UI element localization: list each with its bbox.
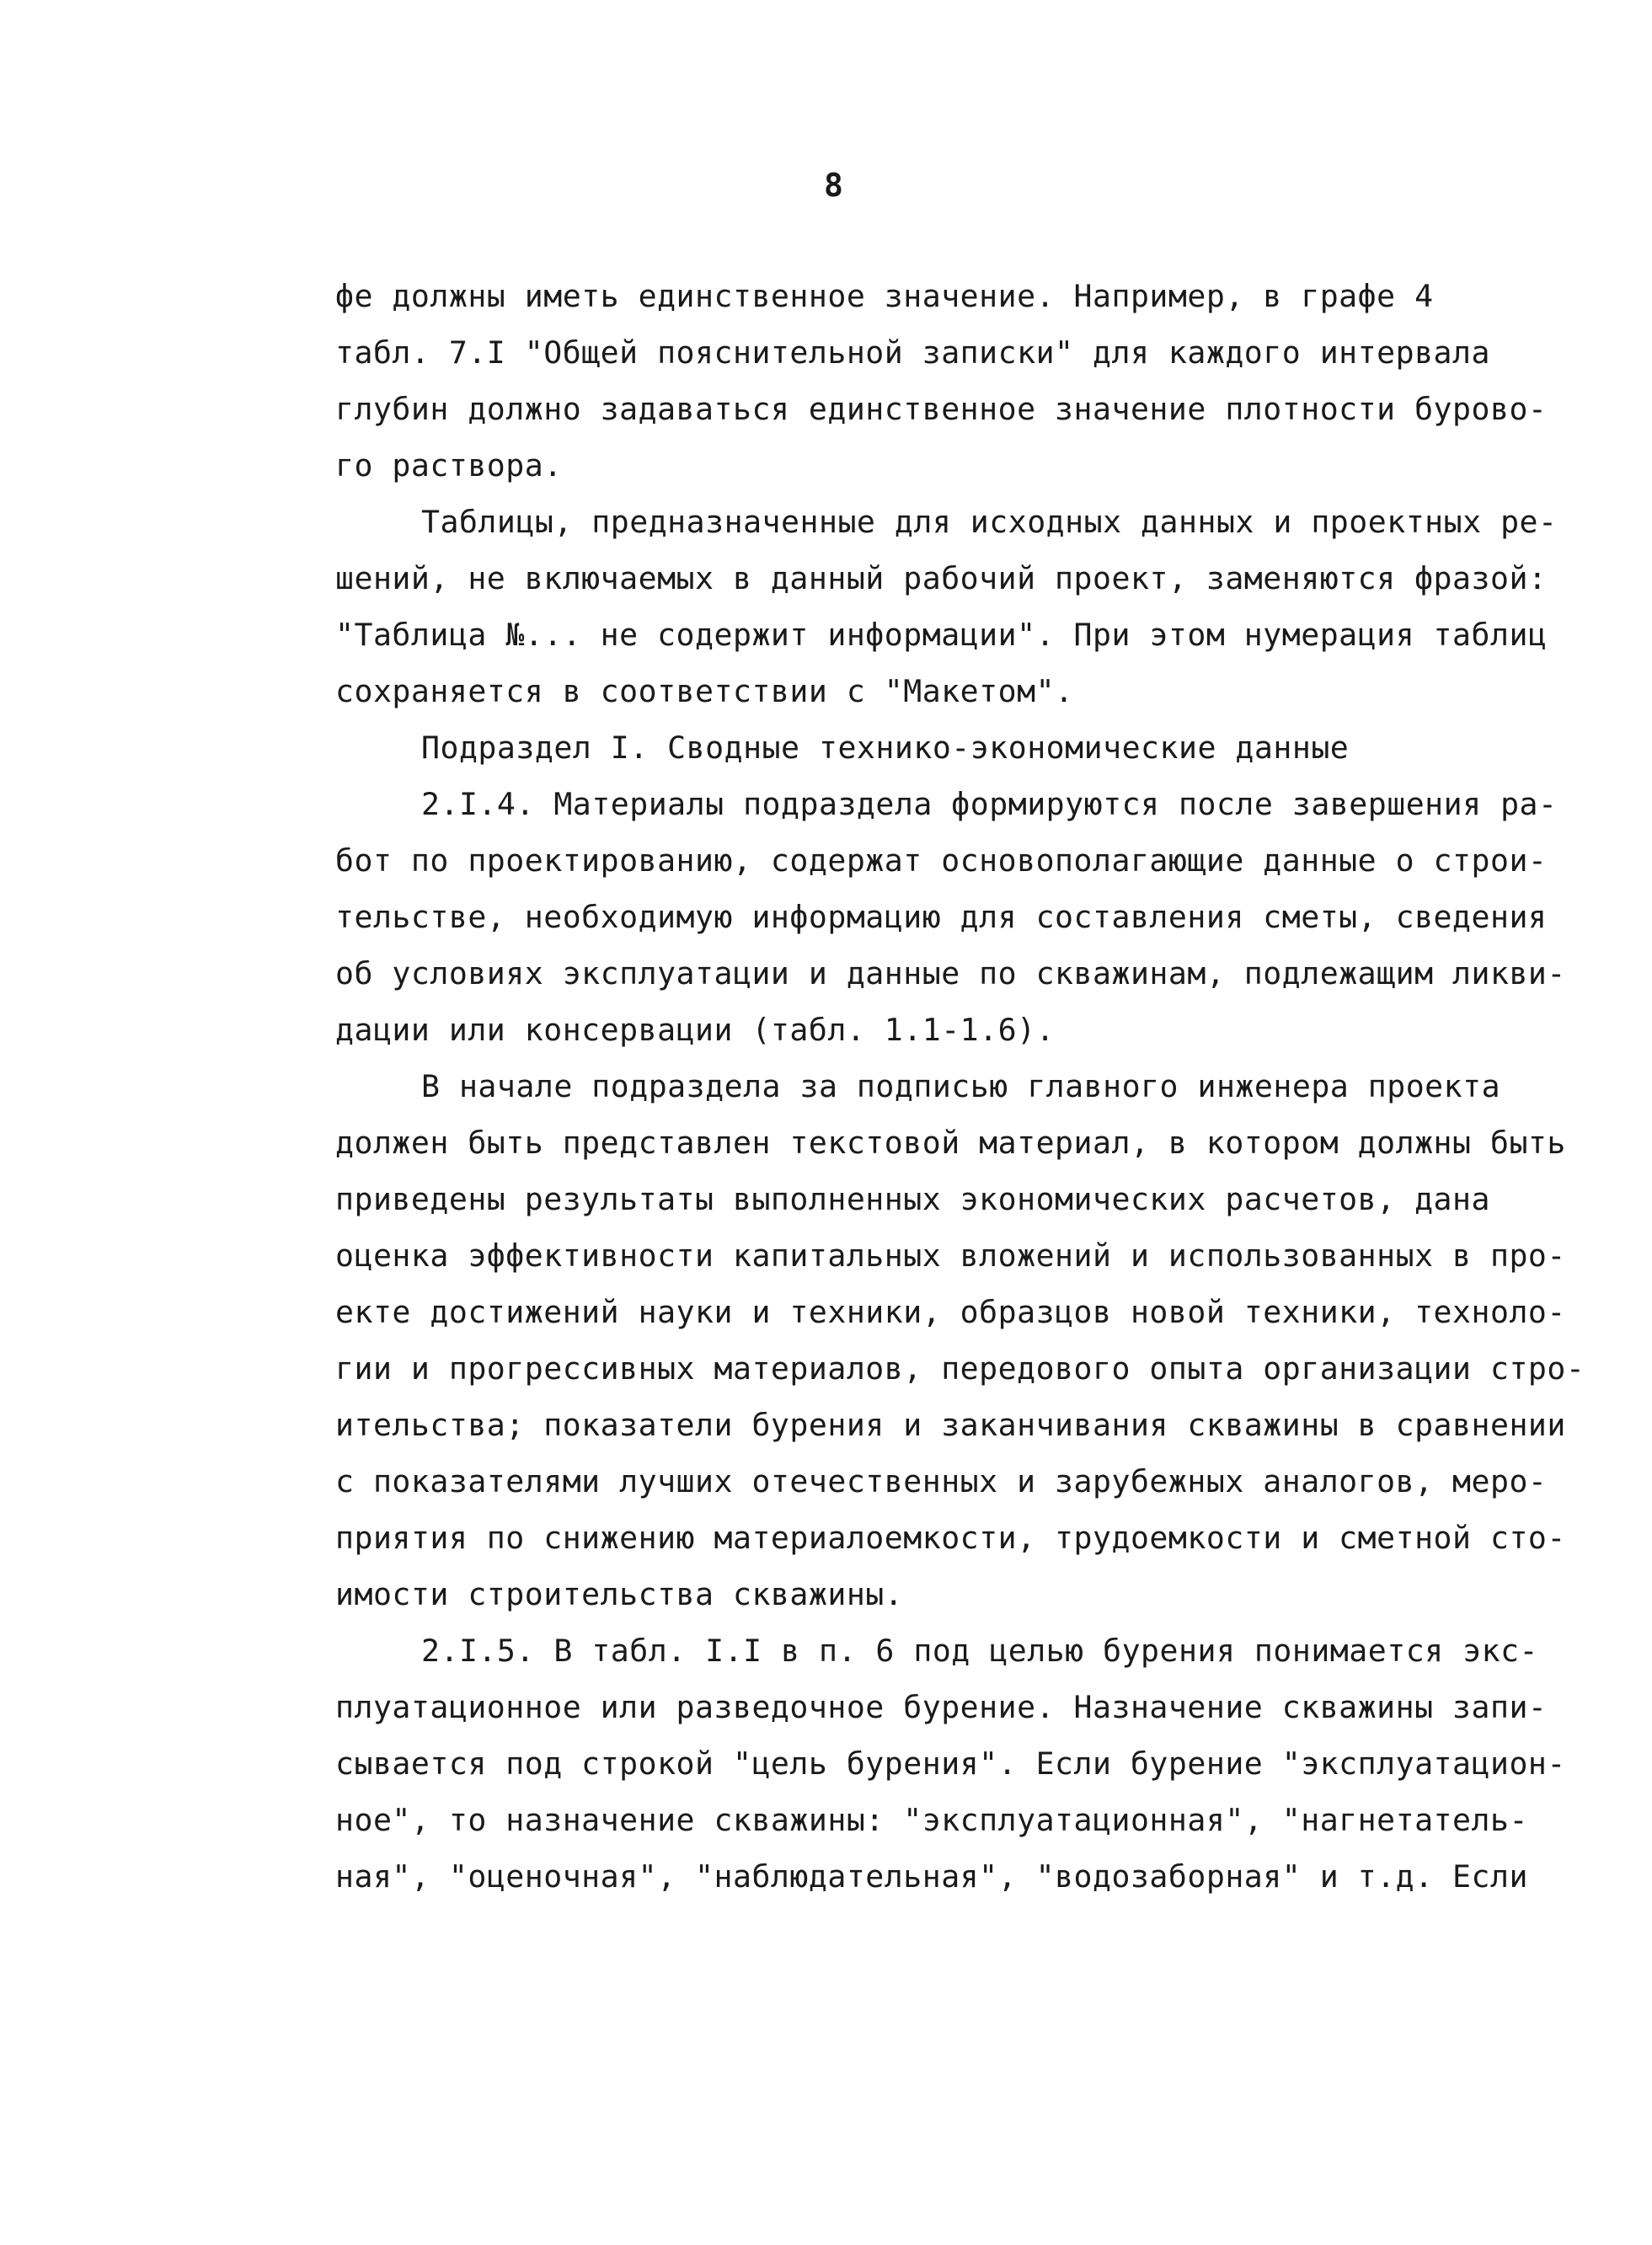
text-line: приятия по снижению материалоемкости, трудоемкости и сметной сто-: [335, 1520, 1566, 1556]
text-line: плуатационное или разведочное бурение. Назначение скважины запи-: [335, 1689, 1548, 1725]
text-line: об условиях эксплуатации и данные по скважинам, подлежащим ликви-: [335, 955, 1566, 992]
text-line: оценка эффективности капитальных вложений и использованных в про-: [335, 1237, 1566, 1274]
text-line: го раствора.: [335, 447, 563, 484]
text-line: табл. 7.I "Общей пояснительной записки" для каждого интервала: [335, 334, 1490, 371]
text-line: бот по проектированию, содержат основополагающие данные о строи-: [335, 842, 1548, 879]
text-line: тельстве, необходимую информацию для составления сметы, сведения: [335, 899, 1548, 935]
text-line: с показателями лучших отечественных и зарубежных аналогов, меро-: [335, 1463, 1548, 1499]
text-line: 2.I.4. Материалы подраздела формируются после завершения ра-: [421, 786, 1558, 822]
text-line: приведены результаты выполненных экономических расчетов, дана: [335, 1181, 1490, 1217]
text-line: ительства; показатели бурения и заканчивания скважины в сравнении: [335, 1407, 1566, 1443]
text-line: сохраняется в соответствии с "Макетом".: [335, 673, 1074, 709]
text-line: ная", "оценочная", "наблюдательная", "водозаборная" и т.д. Если: [335, 1858, 1528, 1895]
text-line: шений, не включаемых в данный рабочий проект, заменяются фразой:: [335, 560, 1548, 596]
text-line: 2.I.5. В табл. I.I в п. 6 под целью бурения понимается экс-: [421, 1633, 1539, 1669]
text-line: имости строительства скважины.: [335, 1576, 904, 1612]
page-number: 8: [824, 167, 843, 204]
text-line: сывается под строкой "цель бурения". Если бурение "эксплуатацион-: [335, 1745, 1566, 1782]
text-line: екте достижений науки и техники, образцов новой техники, техноло-: [335, 1294, 1566, 1330]
text-line: Таблицы, предназначенные для исходных данных и проектных ре-: [421, 504, 1558, 540]
text-line: должен быть представлен текстовой материал, в котором должны быть: [335, 1125, 1566, 1161]
text-line: фе должны иметь единственное значение. Например, в графе 4: [335, 278, 1434, 314]
text-line: глубин должно задаваться единственное значение плотности бурово-: [335, 391, 1548, 427]
text-line: дации или консервации (табл. 1.1-1.6).: [335, 1012, 1056, 1048]
text-line: В начале подраздела за подписью главного инженера проекта: [421, 1068, 1501, 1104]
section-heading: Подраздел I. Сводные технико-экономические данные: [421, 730, 1350, 766]
text-line: гии и прогрессивных материалов, передового опыта организации стро-: [335, 1350, 1585, 1387]
text-line: ное", то назначение скважины: "эксплуатационная", "нагнетатель-: [335, 1802, 1528, 1838]
text-line: "Таблица №... не содержит информации". При этом нумерация таблиц: [335, 617, 1548, 653]
